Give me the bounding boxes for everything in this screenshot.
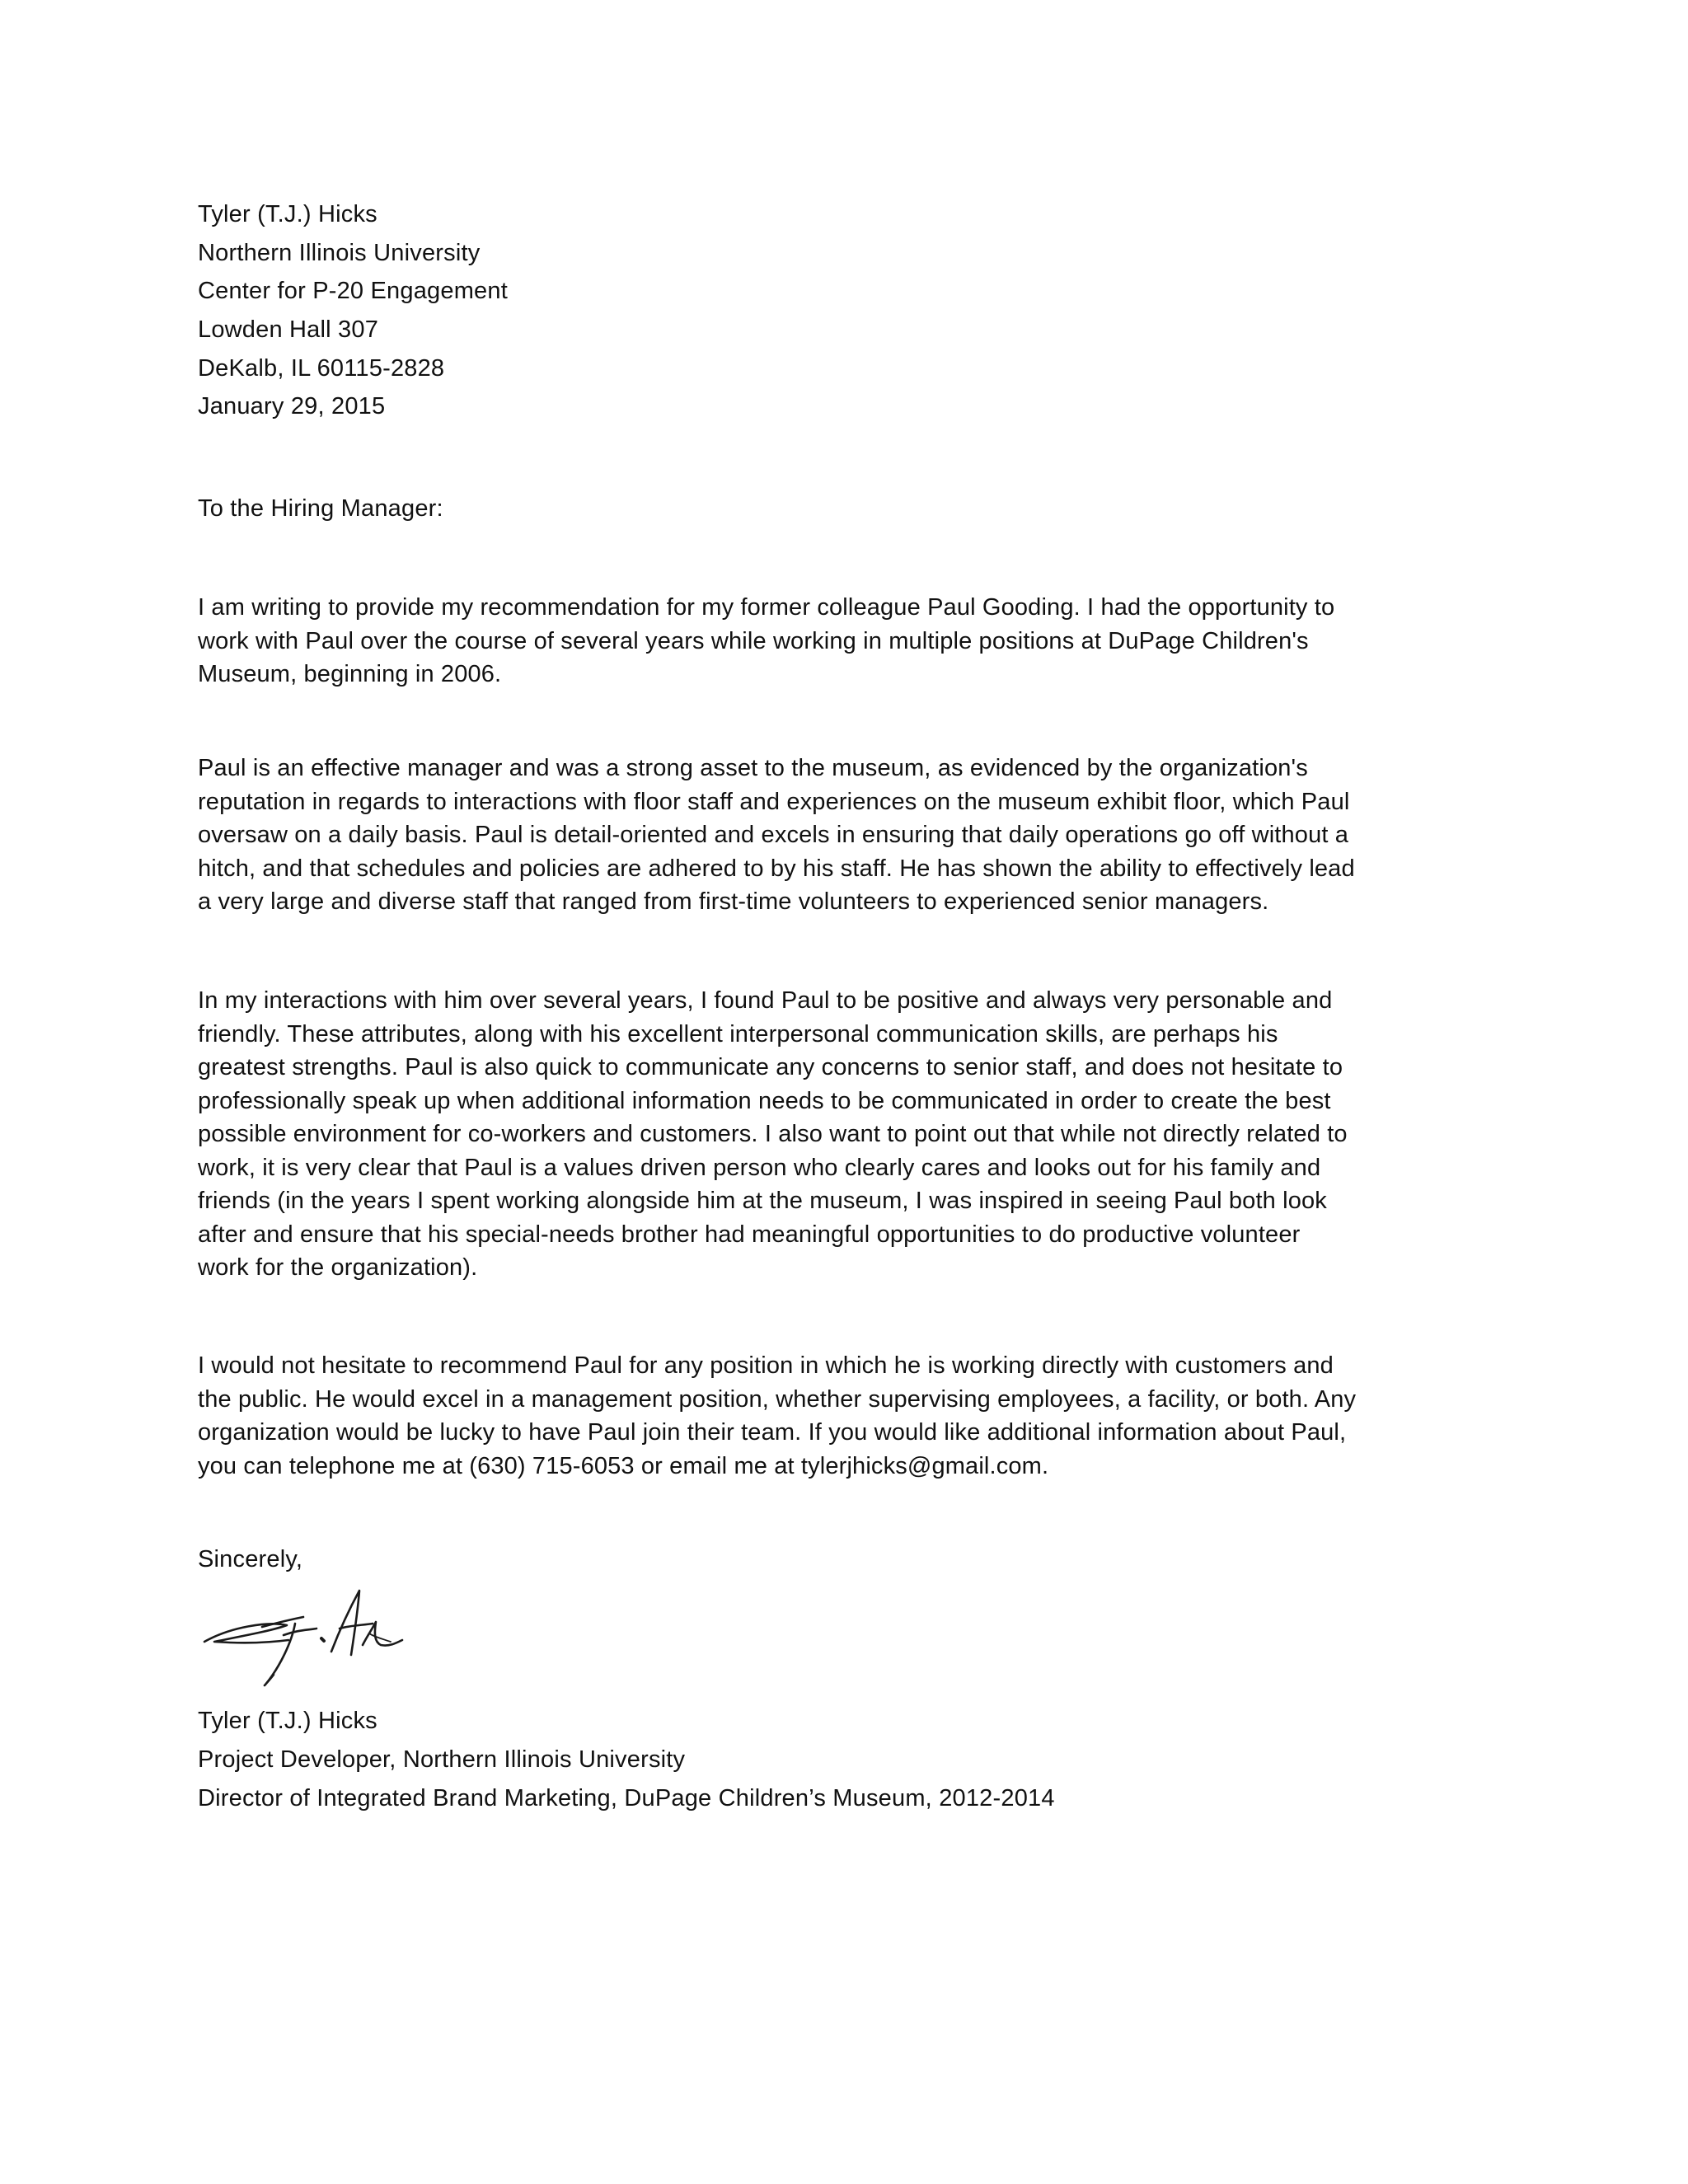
paragraph-line: you can telephone me at (630) 715-6053 or email me at tylerjhicks@gmail.com. — [198, 1452, 1049, 1479]
paragraph-line: a very large and diverse staff that ranged from first-time volunteers to experienced senior managers. — [198, 888, 1269, 915]
sender-institution: Northern Illinois University — [198, 240, 481, 266]
signature-image — [198, 1576, 420, 1699]
paragraph-line: I would not hesitate to recommend Paul for any position in which he is working directly with customers and — [198, 1352, 1334, 1379]
paragraph-line: professionally speak up when additional information needs to be communicated in order to create the best — [198, 1087, 1331, 1114]
paragraph-line: greatest strengths. Paul is also quick to communicate any concerns to senior staff, and does not hesitate to — [198, 1054, 1343, 1080]
body-paragraph-1 — [198, 591, 1484, 691]
sender-office: Lowden Hall 307 — [198, 316, 379, 343]
body-paragraph-2 — [198, 752, 1484, 919]
body-paragraph-4 — [198, 1349, 1484, 1483]
paragraph-line: Paul is an effective manager and was a strong asset to the museum, as evidenced by the organization's — [198, 755, 1308, 781]
paragraph-line: oversaw on a daily basis. Paul is detail-oriented and excels in ensuring that daily operations go off without a — [198, 822, 1349, 848]
body-paragraph-3 — [198, 984, 1484, 1285]
paragraph-line: I am writing to provide my recommendation for my former colleague Paul Gooding. I had the opportunity to — [198, 594, 1335, 621]
paragraph-line: work with Paul over the course of several years while working in multiple positions at DuPage Children's — [198, 627, 1309, 654]
paragraph-line: work for the organization). — [198, 1254, 478, 1281]
salutation: To the Hiring Manager: — [198, 495, 443, 522]
paragraph-line: friendly. These attributes, along with his excellent interpersonal communication skills, are perhaps his — [198, 1020, 1278, 1047]
letter-date: January 29, 2015 — [198, 393, 386, 419]
paragraph-line: after and ensure that his special-needs brother had meaningful opportunities to do productive volunteer — [198, 1221, 1301, 1248]
paragraph-line: In my interactions with him over several years, I found Paul to be positive and always very personable and — [198, 987, 1333, 1014]
paragraph-line: possible environment for co-workers and customers. I also want to point out that while not directly related to — [198, 1121, 1348, 1147]
paragraph-line: Museum, beginning in 2006. — [198, 661, 502, 687]
signer-title-2: Director of Integrated Brand Marketing, DuPage Children’s Museum, 2012-2014 — [198, 1785, 1055, 1811]
sender-center: Center for P-20 Engagement — [198, 278, 508, 304]
signer-name: Tyler (T.J.) Hicks — [198, 1708, 377, 1734]
paragraph-line: work, it is very clear that Paul is a values driven person who clearly cares and looks out for his family and — [198, 1154, 1321, 1181]
paragraph-line: organization would be lucky to have Paul join their team. If you would like additional information about Paul, — [198, 1419, 1347, 1446]
closing: Sincerely, — [198, 1546, 303, 1572]
sender-city: DeKalb, IL 60115-2828 — [198, 355, 445, 382]
paragraph-line: friends (in the years I spent working alongside him at the museum, I was inspired in seeing Paul both look — [198, 1188, 1327, 1214]
paragraph-line: the public. He would excel in a management position, whether supervising employees, a facility, or both. Any — [198, 1385, 1357, 1413]
paragraph-line: hitch, and that schedules and policies are adhered to by his staff. He has shown the ability to effectively lead — [198, 855, 1355, 882]
paragraph-line: reputation in regards to interactions with floor staff and experiences on the museum exhibit floor, which Paul — [198, 788, 1350, 815]
sender-name: Tyler (T.J.) Hicks — [198, 201, 377, 227]
signer-title-1: Project Developer, Northern Illinois University — [198, 1746, 686, 1773]
